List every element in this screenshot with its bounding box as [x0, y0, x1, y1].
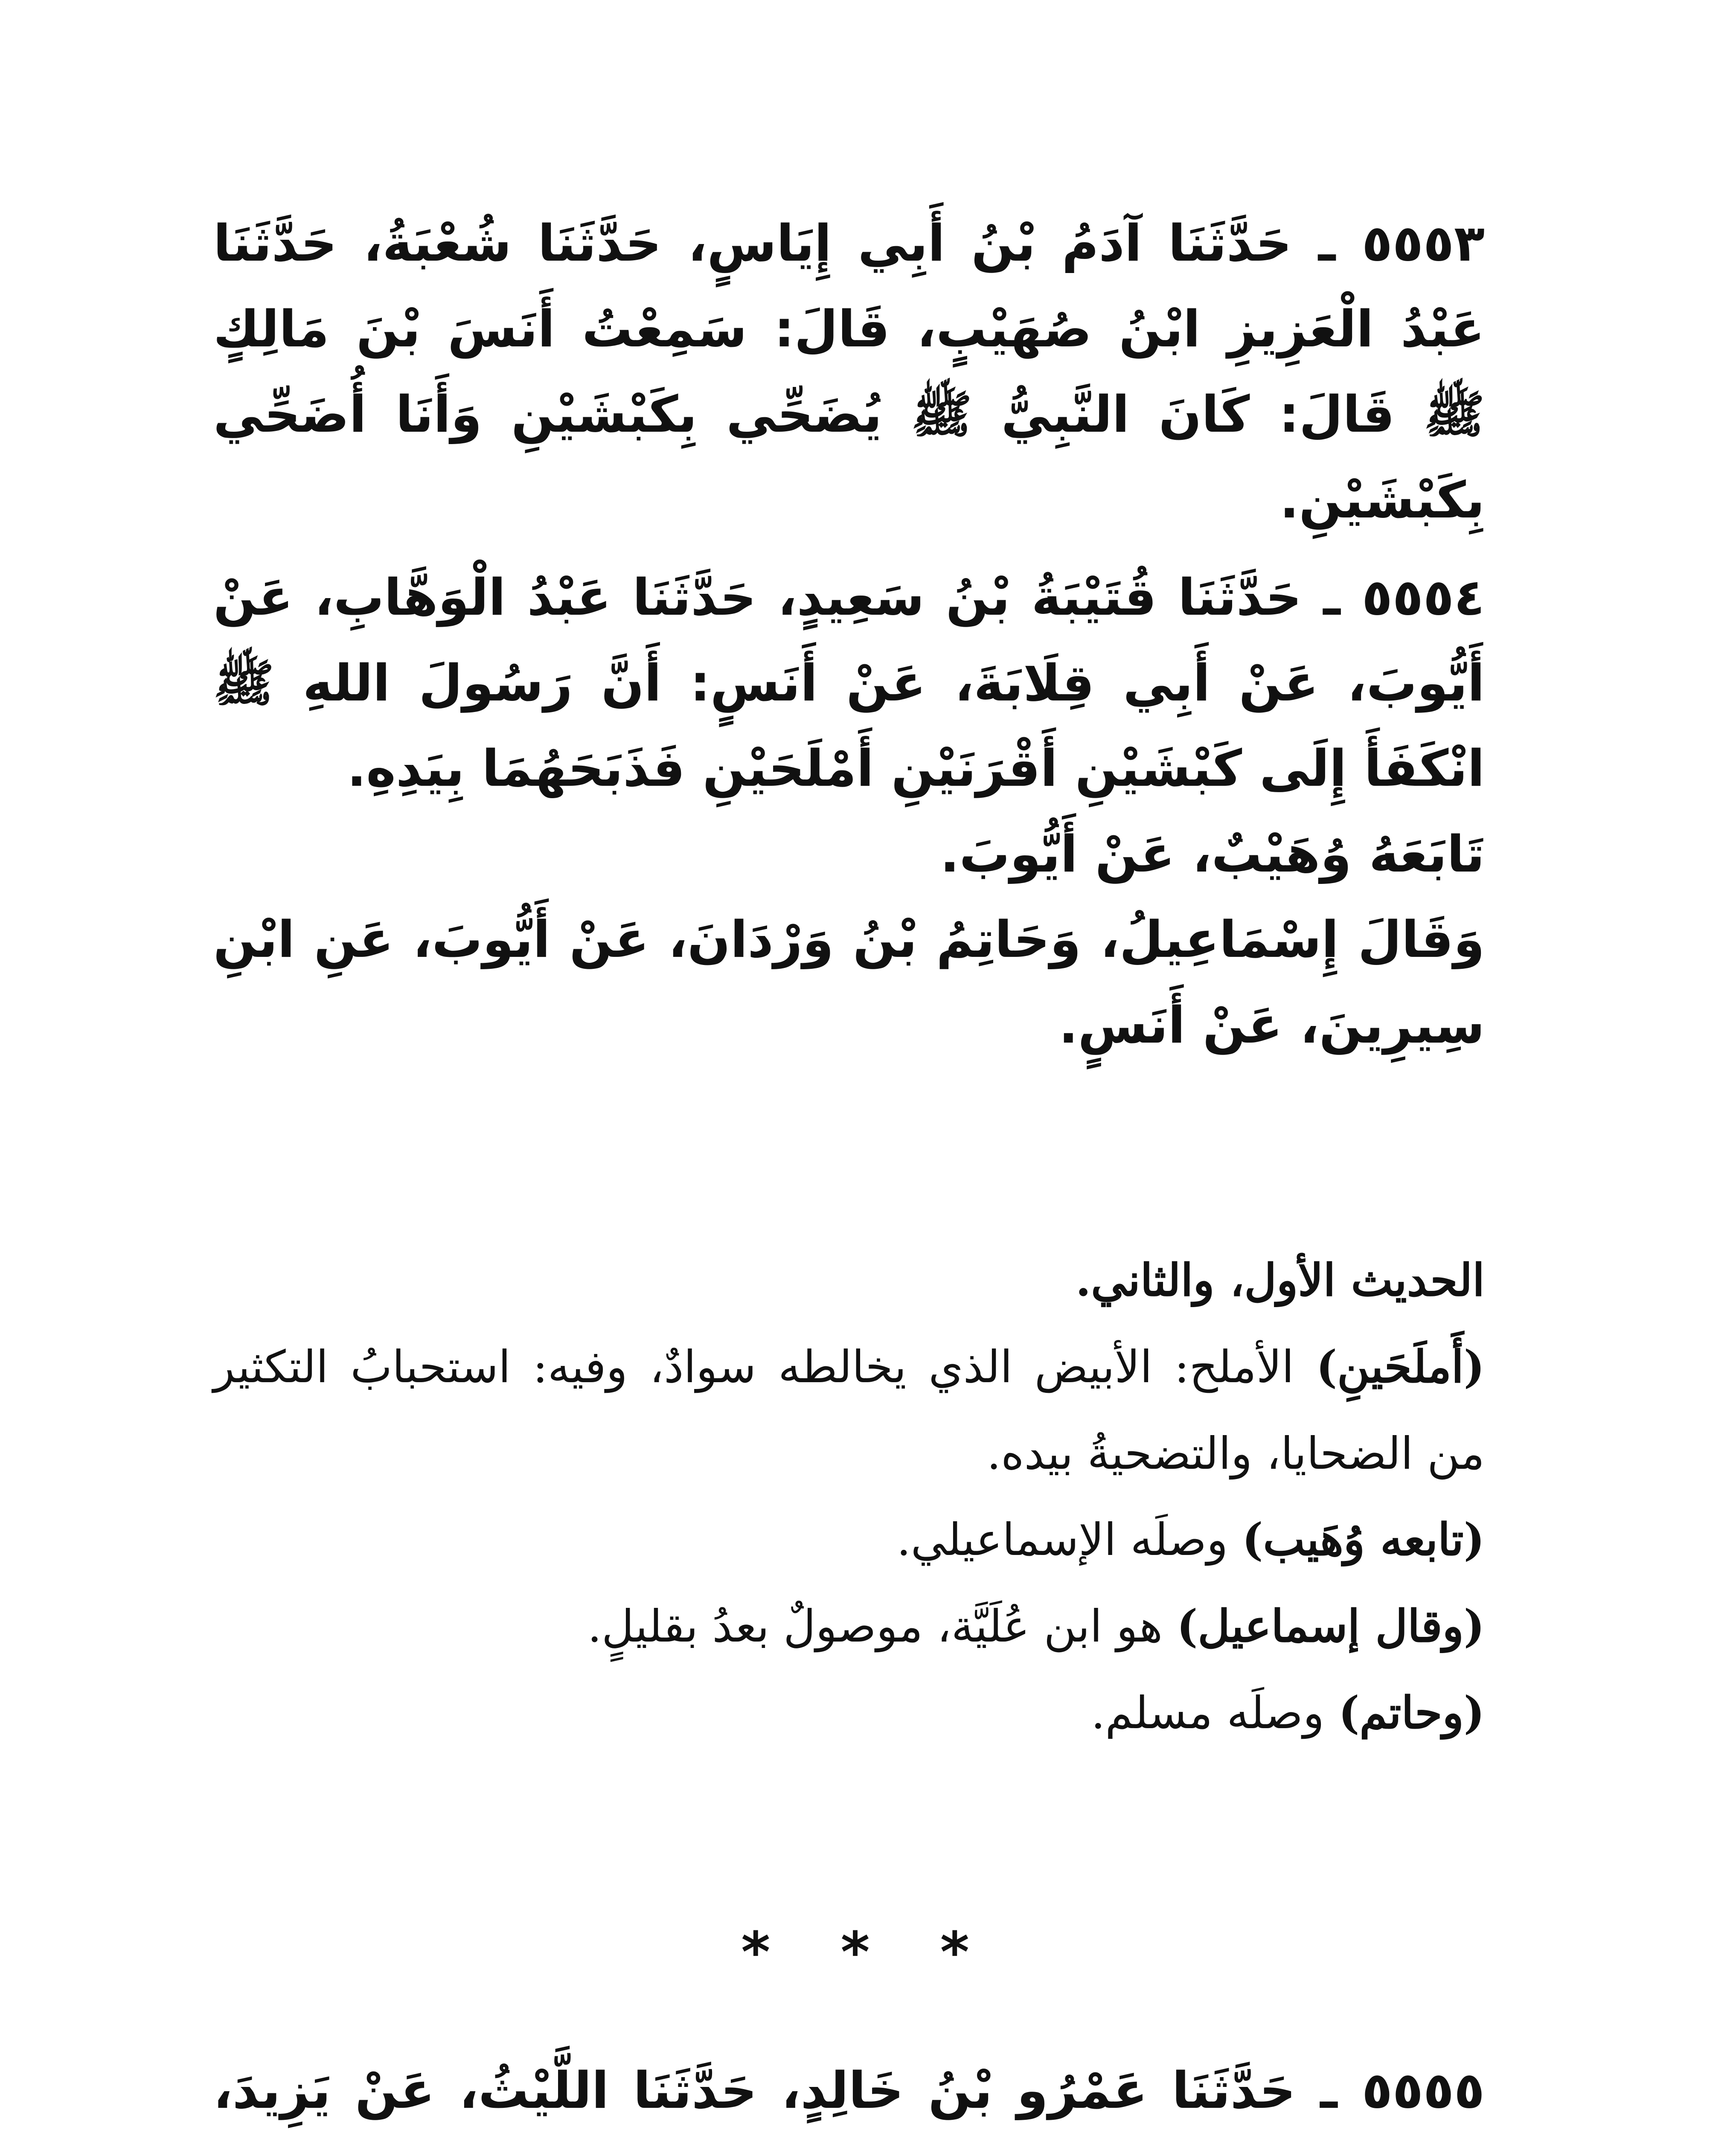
note-text: وصلَه الإسماعيلي. [896, 1514, 1242, 1566]
commentary-note [213, 1324, 1485, 1497]
hadith-text: ـ حَدَّثَنَا عَمْرُو بْنُ خَالِدٍ، حَدَّثَنَا اللَّيْثُ، عَنْ يَزِيدَ، [213, 2061, 1338, 2120]
note-text: هو ابن عُلَيَّة، موصولٌ بعدُ بقليلٍ. [587, 1600, 1177, 1653]
commentary-heading [213, 1237, 1485, 1324]
commentary-note [213, 1670, 1485, 1756]
hadith-5553 [213, 201, 1485, 543]
note-lemma: (تابعه وُهَيب) [1242, 1513, 1485, 1566]
section-separator: * * * [741, 1920, 995, 1985]
hadith-number: ٥٥٥٤ [1361, 568, 1485, 627]
note-lemma: (أَملَحَينِ) [1316, 1340, 1485, 1393]
note-text: الأملح: الأبيض الذي يخالطه سوادٌ، وفيه: استحبابُ التكثير من الضحايا، والتضحيةُ بيده. [213, 1340, 1485, 1479]
commentary [213, 1237, 1485, 1756]
note-text: وصلَه مسلم. [1091, 1686, 1339, 1739]
note-lemma: (وحاتم) [1338, 1686, 1485, 1739]
hadith-text: ـ حَدَّثَنَا آدَمُ بْنُ أَبِي إِيَاسٍ، حَدَّثَنَا شُعْبَةُ، حَدَّثَنَا عَبْدُ الْعَزِيزِ ابْنُ صُهَيْبٍ، قَالَ: سَمِعْتُ أَنَسَ بْنَ مَالِكٍ ﷺ قَالَ: كَانَ النَّبِيُّ ﷺ يُضَحِّي بِكَبْشَيْنِ وَأَنَا أُضَحِّي بِكَبْشَيْنِ. [213, 214, 1485, 529]
hadith-paragraph [213, 555, 1485, 811]
hadith-number: ٥٥٥٣ [1361, 214, 1485, 273]
hadith-number: ٥٥٥٥ [1361, 2061, 1485, 2120]
hadith-text: ـ حَدَّثَنَا قُتَيْبَةُ بْنُ سَعِيدٍ، حَدَّثَنَا عَبْدُ الْوَهَّابِ، عَنْ أَيُّوبَ، عَنْ أَبِي قِلَابَةَ، عَنْ أَنَسٍ: أَنَّ رَسُولَ اللهِ ﷺ انْكَفَأَ إِلَى كَبْشَيْنِ أَقْرَنَيْنِ أَمْلَحَيْنِ فَذَبَحَهُمَا بِيَدِهِ. [213, 568, 1485, 798]
commentary-note [213, 1583, 1485, 1670]
commentary-heading-text: الحديث الأول، والثاني. [1075, 1254, 1485, 1306]
follow-up-line: تَابَعَهُ وُهَيْبٌ، عَنْ أَيُّوبَ. [940, 824, 1485, 883]
hadith-paragraph [213, 201, 1485, 543]
commentary-note [213, 1497, 1485, 1583]
hadith-paragraph [213, 2048, 1485, 2133]
hadith-5555 [213, 2048, 1485, 2133]
follow-up-line: وَقَالَ إِسْمَاعِيلُ، وَحَاتِمُ بْنُ وَرْدَانَ، عَنْ أَيُّوبَ، عَنِ ابْنِ سِيرِينَ، عَنْ أَنَسٍ. [213, 910, 1485, 1055]
hadith-5554 [213, 555, 1485, 1068]
note-lemma: (وقال إسماعيل) [1177, 1600, 1485, 1653]
